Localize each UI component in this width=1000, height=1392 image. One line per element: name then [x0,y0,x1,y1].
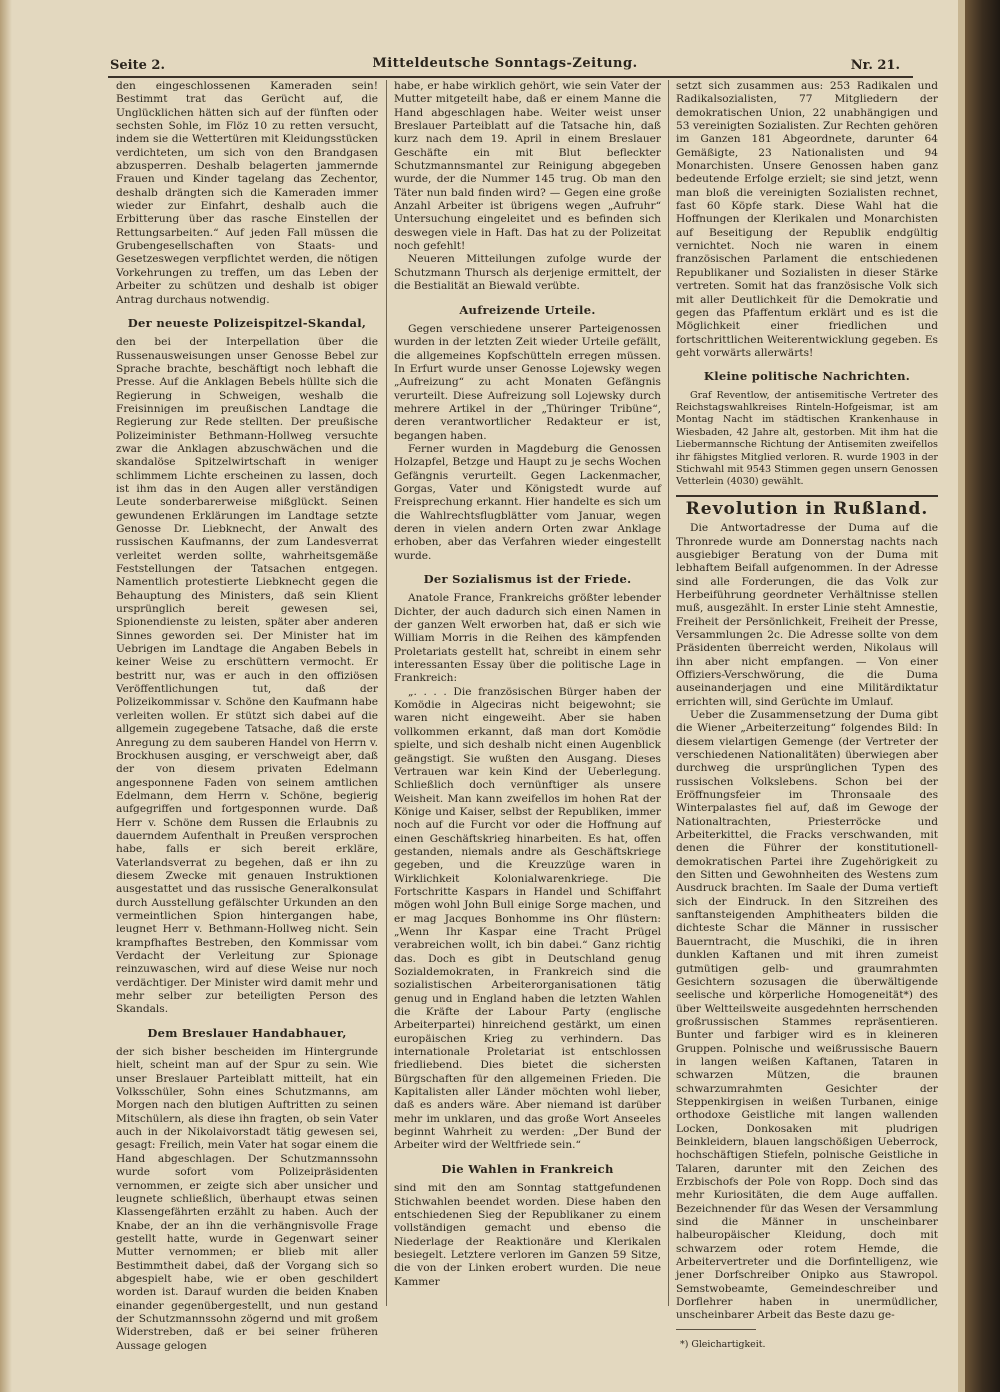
article-heading: Dem Breslauer Handabhauer, [147,1025,347,1040]
article-heading-large: Revolution in Rußland. [685,498,929,519]
article-heading: Kleine politische Nachrichten. [703,369,911,384]
paragraph: Graf Reventlow, der antisemitische Vertreter des Reichstagswahlkreises Rinteln-Hofgeismar, ist am Montag Nacht im städtischen Krankenhause in Wiesbaden, 42 Jahre alt, gestorben. Mit ihm hat die Liebermannsche Richtung der Antisemiten zweifellos ihr fähigstes Mitglied verloren. R. wurde 1903 in der Stichwahl mit 9543 Stimmen gegen unsern Genossen Vetterlein (4030) gewählt. [676,389,938,488]
section-rule [676,495,938,497]
column-1 [116,80,378,1352]
binding-edge [958,0,965,1392]
column-divider [668,80,669,1306]
paragraph: Ferner wurden in Magdeburg die Genossen Holzapfel, Betzge und Haupt zu je sechs Wochen Gefängnis verurteilt. Gegen Lackenmacher, Gorgas, Vater und Königstedt wurde auf Freisprechung erkannt. Hier handelte es sich um die Wahlrechtsflugblätter vom Januar, wegen deren in vielen andern Orten zwar Anklage erhoben, aber das Verfahren wieder eingestellt wurde. [394,442,661,562]
column-divider [386,80,387,1306]
page-number: Seite 2. [110,58,165,73]
header-rule [108,76,913,78]
paragraph: Gegen verschiedene unserer Parteigenossen wurden in der letzten Zeit wieder Urteile gefällt, die allgemeines Kopfschütteln erregen müssen. In Erfurt wurde unser Genosse Lojewsky wegen „Aufreizung“ zu acht Monaten Gefängnis verurteilt. Diese Aufreizung soll Lojewsky durch mehrere Artikel in der „Thüringer Tribüne“, deren verantwortlicher Redakteur er ist, begangen haben. [394,322,661,442]
column-2 [394,80,661,1300]
paragraph: setzt sich zusammen aus: 253 Radikalen und Radikalsozialisten, 77 Mitgliedern der demokratischen Union, 22 unabhängigen und 53 vereinigten Sozialisten. Zur Rechten gehören im Ganzen 181 Abgeordnete, darunter 64 Gemäßigte, 23 Nationalisten und 94 Monarchisten. Unsere Genossen haben ganz bedeutende Erfolge erzielt; sie sind jetzt, wenn man bloß die vereinigten Sozialisten rechnet, fast 60 Köpfe stark. Diese Wahl hat die Hoffnungen der Klerikalen und Monarchisten auf Beseitigung der Republik endgültig vernichtet. Noch nie waren in einem französischen Parlament die entschiedenen Republikaner und Sozialisten in dieser Stärke vertreten. Somit hat das französische Volk sich mit aller Deutlichkeit für die Demokratie und gegen das Pfaffentum erklärt und es ist die Möglichkeit einer friedlichen und fortschrittlichen Weiterentwicklung gegeben. Es geht vorwärts allerwärts! [676,80,938,359]
article-heading: Der neueste Polizeispitzel-Skandal, [127,315,367,330]
paragraph: Ueber die Zusammensetzung der Duma gibt die Wiener „Arbeiterzeitung“ folgendes Bild: In diesem vielartigen Gemenge (der Vertreter der verschiedenen Nationalitäten) überwiegen aber durchweg die ursprünglichen Typen des russischen Volkslebens. Schon bei der Eröffnungsfeier im Thronsaale des Winterpalastes fiel auf, daß im Gewoge der Nationaltrachten, Priesterröcke und Arbeiterkittel, die Fracks verschwanden, mit denen die Führer der konstitutionell-demokratischen Partei ihre Zugehörigkeit zu den Sitten und Gewohnheiten des Westens zum Ausdruck brachten. Im Saale der Duma vertieft sich der Eindruck. In den Sitzreihen des sanftansteigenden Amphitheaters bilden die dichteste Schar die Männer in russischer Bauerntracht, die Muschiki, die in ihren dunklen Kaftanen und mit ihren zumeist gutmütigen gelb- und graumrahmten Gesichtern sozusagen die überwältigende seelische und körperliche Homogeneität*) des über Weltteilsweite ausgedehnten herrschenden großrussischen Stammes repräsentieren. Bunter und farbiger wird es in kleineren Gruppen. Polnische und weißrussische Bauern in langen weißen Kaftanen, Tataren in schwarzen Mützen, die braunen schwarzumrahmten Gesichter der Steppenkirgisen in weißen Turbanen, einige orthodoxe Geistliche mit langen wallenden Locken, Donkosaken mit pludrigen Beinkleidern, blauen langschößigen Ueberrock, hochschäftigen Stiefeln, polnische Geistliche in Talaren, darunter mit den Zeichen des Erzbischofs der Pole von Ropp. Doch sind das mehr Kuriositäten, die dem Auge auffallen. Bezeichnender für das Wesen der Versammlung sind die Männer in unscheinbarer halbeuropäischer Kleidung, doch mit schwarzem oder rotem Hemde, die Arbeitervertreter und die Dorfintelligenz, wie jener Dorfschreiber Onipko aus Stawropol. Semstwobeamte, Gemeindeschreiber und Dorflehrer haben in unermüdlicher, unscheinbarer Arbeit das Beste dazu ge- [676,708,938,1322]
book-binding [965,0,1000,1392]
paragraph: „. . . . Die französischen Bürger haben der Komödie in Algeciras nicht beigewohnt; sie waren nicht eingeweiht. Aber sie haben vollkommen erkannt, daß man dort Komödie spielte, und sich deshalb nicht einen Augenblick geängstigt. Sie wußten den Ausgang. Dieses Vertrauen war kein Kind der Ueberlegung. Schließlich doch vernünftiger als unsere Weisheit. Man kann zweifellos im hohen Rat der Könige und Kaiser, selbst der Republiken, immer noch auf die Furcht vor oder die Hoffnung auf einen Geschäftskrieg hinarbeiten. Es hat, offen gestanden, niemals andre als Geschäftskriege gegeben, und die Kreuzzüge waren in Wirklichkeit Kolonialwarenkriege. Die Fortschritte Kaspars in Handel und Schiffahrt mögen wohl John Bull einige Sorge machen, und er mag Jacques Bonhomme ins Ohr flüstern: „Wenn Ihr Kaspar eine Tracht Prügel verabreichen wollt, ich bin dabei.“ Ganz richtig das. Doch es gibt in Deutschland genug Sozialdemokraten, in Frankreich sind die sozialistischen Arbeiterorganisationen tätig genug und in England haben die letzten Wahlen die Kräfte der Labour Party (englische Arbeiterpartei) hinreichend gestärkt, um einen europäischen Krieg zu verhindern. Das internationale Proletariat ist entschlossen friedliebend. Dies bietet die sichersten Bürgschaften für den allgemeinen Frieden. Die Kapitalisten aller Länder möchten wohl lieber, daß es anders wäre. Aber niemand ist darüber mehr im unklaren, und das große Wort Anseeles beginnt Wahrheit zu werden: „Der Bund der Arbeiter wird der Weltfriede sein.“ [394,685,661,1152]
paragraph: sind mit den am Sonntag stattgefundenen Stichwahlen beendet worden. Diese haben den entschiedenen Sieg der Republikaner zu einem vollständigen gemacht und ebenso die Niederlage der Reaktionäre und Klerikalen besiegelt. Letztere verloren im Ganzen 59 Sitze, die von der Linken erobert wurden. Die neue Kammer [394,1182,661,1288]
paragraph: Anatole France, Frankreichs größter lebender Dichter, der auch dadurch sich einen Namen in der ganzen Welt erworben hat, daß er sich wie William Morris in die Reihen des kämpfenden Proletariats gestellt hat, schreibt in einem sehr interessanten Essay über die politische Lage in Frankreich: [394,592,661,685]
paragraph: habe, er habe wirklich gehört, wie sein Vater der Mutter mitgeteilt habe, daß er einem Manne die Hand abgeschlagen habe. Weiter weist unser Breslauer Parteiblatt auf die Tatsache hin, daß kurz nach dem 19. April in einem Breslauer Geschäfte ein mit Blut befleckter Schutzmannsmantel zur Reinigung abgegeben wurde, der die Nummer 145 trug. Ob man den Täter nun bald finden wird? — Gegen eine große Anzahl Arbeiter ist übrigens wegen „Aufruhr“ Untersuchung eingeleitet und es befinden sich deswegen viele in Haft. Das hat zu der Polizeitat noch gefehlt! [394,80,661,253]
paragraph: der sich bisher bescheiden im Hintergrunde hielt, scheint man auf der Spur zu sein. Wie unser Breslauer Parteiblatt mitteilt, hat ein Volksschüler, Sohn eines Schutzmanns, am Morgen nach den blutigen Auftritten zu seinen Mitschülern, als diese ihn fragten, ob sein Vater auch in der Nikolaivorstadt tätig gewesen sei, gesagt: Freilich, mein Vater hat sogar einem die Hand abgeschlagen. Der Schutzmannssohn wurde sofort vom Polizeipräsidenten vernommen, er zeigte sich aber unsicher und leugnete schließlich, überhaupt etwas seinen Klassengefährten erzählt zu haben. Auch der Knabe, der an ihn die verhängnisvolle Frage gestellt hatte, wurde in Gegenwart seiner Mutter vernommen; er blieb mit aller Bestimmtheit dabei, daß der Vorgang sich so abgespielt habe, wie er oben geschildert worden ist. Darauf wurden die beiden Knaben einander gegenübergestellt, und nun gestand der Schutzmannssohn zögernd und mit großem Widerstreben, daß er bei seiner früheren Aussage gelogen [116,1046,378,1352]
article-heading: Die Wahlen in Frankreich [441,1161,614,1176]
paragraph: Neueren Mitteilungen zufolge wurde der Schutzmann Thursch als derjenige ermittelt, der die Bestialität an Biewald verübte. [394,253,661,293]
footnote-rule [676,1329,756,1330]
paragraph: den eingeschlossenen Kameraden sein! Bestimmt trat das Gerücht auf, die Unglücklichen hätten sich auf der fünften oder sechsten Sohle, im Flöz 10 zu retten versucht, indem sie die Wettertüren mit Kleidungsstücken verdichteten, um sich von den Brandgasen abzusperren. Deshalb belagerten jammernde Frauen und Kinder tagelang das Zechentor, deshalb drängten sich die Kameraden immer wieder zur Einfahrt, deshalb auch die Erbitterung über das rasche Einstellen der Rettungsarbeiten.“ Auf jeden Fall müssen die Grubengesellschaften von Staats- und Gesetzeswegen verpflichtet werden, die nötigen Vorkehrungen zu treffen, um das Leben der Arbeiter zu schützen und deshalb ist obiger Antrag durchaus notwendig. [116,80,378,306]
article-heading: Der Sozialismus ist der Friede. [423,572,632,587]
page-header [110,56,900,76]
page-edge-shadow [0,0,12,1392]
newspaper-title: Mitteldeutsche Sonntags-Zeitung. [372,56,638,71]
paragraph: Die Antwortadresse der Duma auf die Thronrede wurde am Donnerstag nachts nach ausgiebiger Beratung von der Duma mit lebhaftem Beifall aufgenommen. In der Adresse sind alle Forderungen, die das Volk zur Herbeiführung geordneter Verhältnisse stellen muß, ausgezählt. In erster Linie steht Amnestie, Freiheit der Persönlichkeit, Freiheit der Presse, Versammlungen 2c. Die Adresse sollte von dem Präsidenten überreicht werden, Nikolaus will ihn aber nicht empfangen. — Von einer Offiziers-Verschwörung, die die Duma auseinanderjagen und eine Militärdiktatur errichten will, sind Gerüchte im Umlauf. [676,522,938,708]
paragraph: den bei der Interpellation über die Russenausweisungen unser Genosse Bebel zur Sprache brachte, beschäftigt noch lebhaft die Presse. Auf die Anklagen Bebels hüllte sich die Regierung in Schweigen, weshalb die Freisinnigen im preußischen Landtage die Regierung zur Rede stellten. Der preußische Polizeiminister Bethmann-Hollweg versuchte zwar die Anklagen abzuschwächen und die skandalöse Spitzelwirtschaft in weniger schlimmem Lichte erscheinen zu lassen, doch ist ihm das in den Augen aller verständigen Leute sonderbarerweise mißglückt. Seinen gewundenen Erklärungen im Landtage setzte Genosse Dr. Liebknecht, der Anwalt des russischen Kaufmanns, der zum Landesverrat verleitet werden sollte, wahrheitsgemäße Feststellungen der Tatsachen entgegen. Namentlich protestierte Liebknecht gegen die Behauptung des Ministers, daß sein Klient ursprünglich bereit gewesen sei, Spionendienste zu leisten, später aber anderen Sinnes geworden sei. Der Minister hat im Uebrigen im Landtage die Angaben Bebels in keiner Weise zu erschüttern vermocht. Er bestritt nur, was er auch in den offiziösen Veröffentlichungen tut, daß der Polizeikommissar v. Schöne den Kaufmann habe verleiten wollen. Er stützt sich dabei auf die allgemein zugegebene Tatsache, daß die erste Anregung zu dem sauberen Handel von Herrn v. Brockhusen ausging, er verschweigt aber, daß der von diesem privaten Edelmann angesponnene Faden von seinem amtlichen Edelmann, dem Herrn v. Schöne, begierig aufgegriffen und fortgesponnen wurde. Daß Herr v. Schöne dem Russen die Erlaubnis zu dauerndem Aufenthalt in Preußen versprochen habe, falls er sich bereit erkläre, Vaterlandsverrat zu begehen, daß er ihn zu diesem Zwecke mit genauen Instruktionen ausgestattet und das russische Generalkonsulat durch Ausstellung gefälschter Urkunden an den vermeintlichen Spion hintergangen habe, leugnet Herr v. Bethmann-Hollweg nicht. Sein krampfhaftes Bestreben, den Kommissar vom Verdacht der Verleitung zur Spionage reinzuwaschen, wird auf diese Weise nur noch verdächtiger. Der Minister wird damit mehr und mehr selber zur beteiligten Person des Skandals. [116,336,378,1016]
footnote: *) Gleichartigkeit. [680,1338,766,1350]
article-heading: Aufreizende Urteile. [459,302,596,317]
column-3 [676,80,938,1350]
issue-number: Nr. 21. [850,58,900,73]
